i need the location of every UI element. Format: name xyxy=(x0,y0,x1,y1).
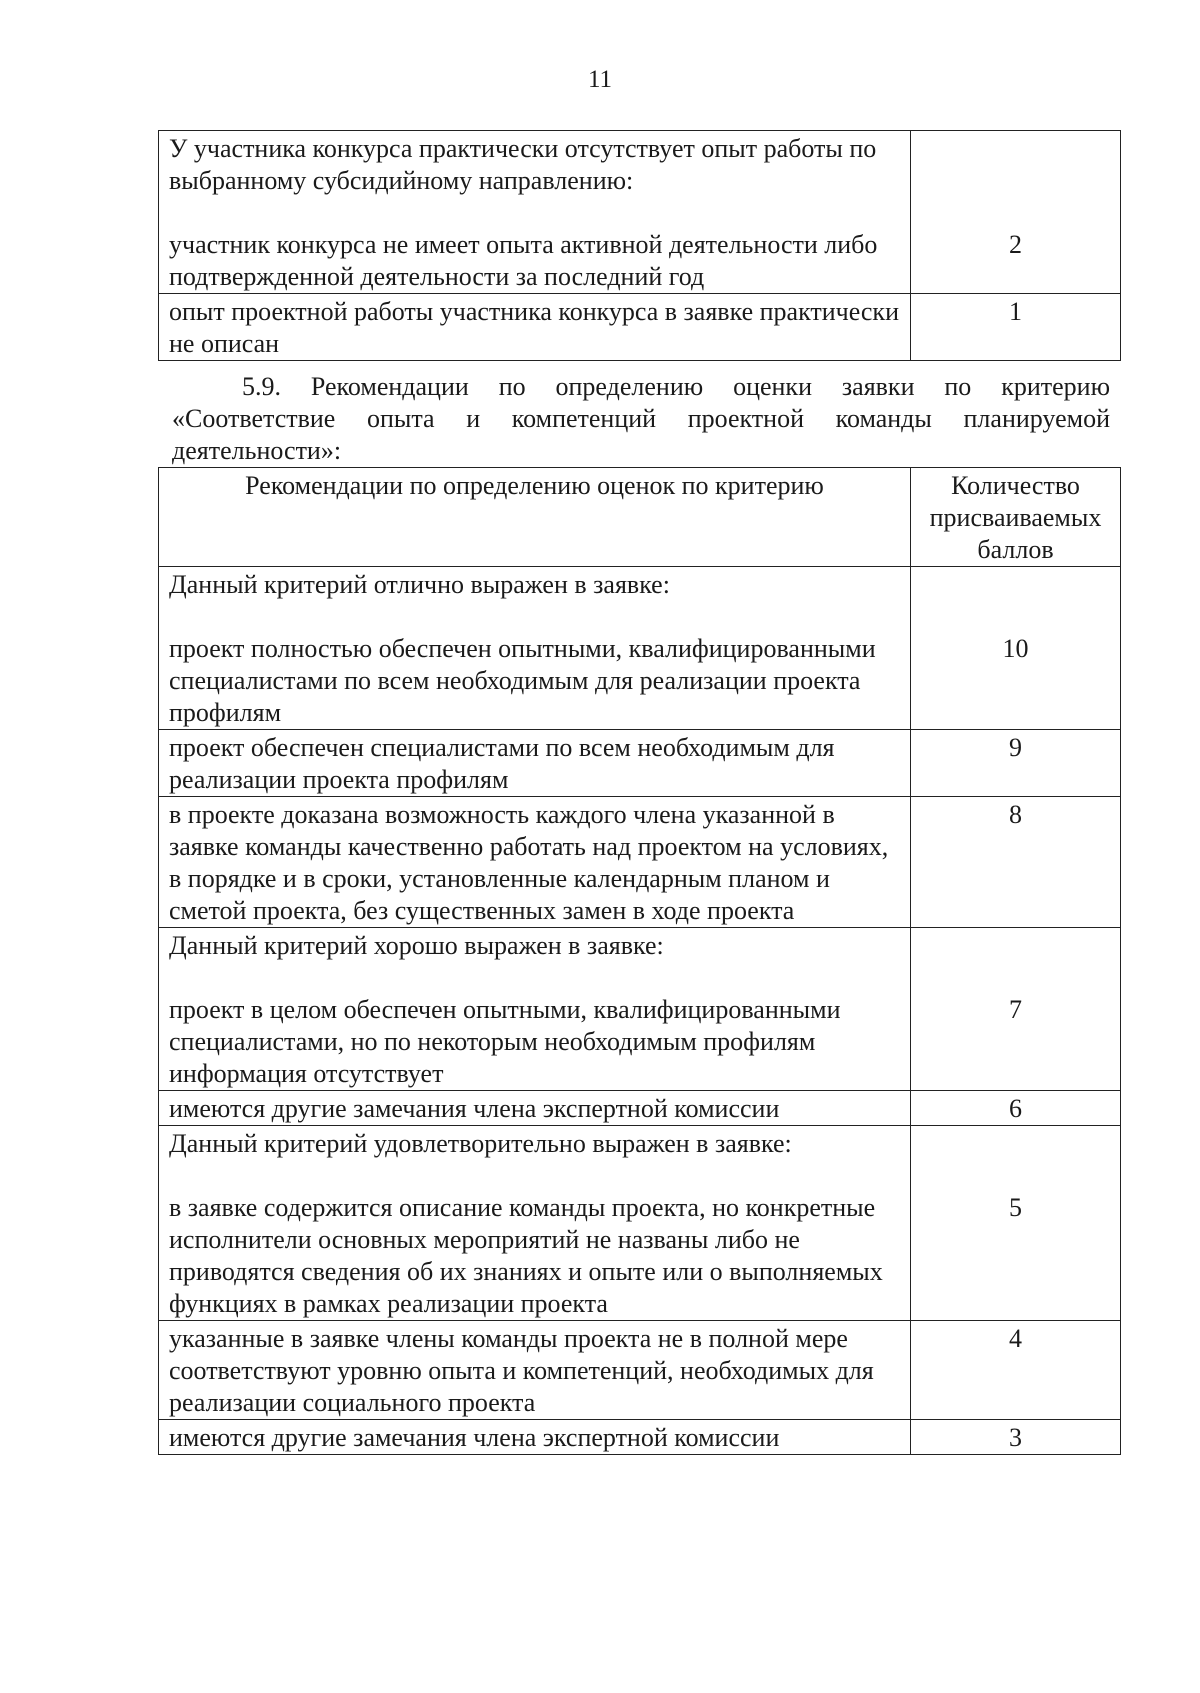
section-5-9-paragraph: 5.9. Рекомендации по определению оценки заявки по критерию «Соответствие опыта и компетенций проектной команды планируемой деятельности»: xyxy=(172,372,1110,465)
table-row xyxy=(159,928,1121,1091)
table-header-row xyxy=(159,468,1121,567)
score-cell xyxy=(911,1091,1121,1126)
criterion-intro: Данный критерий хорошо выражен в заявке: xyxy=(169,931,664,960)
score-value: 10 xyxy=(1002,634,1029,663)
score-cell xyxy=(911,567,1121,730)
criterion-text: в проекте доказана возможность каждого члена указанной в заявке команды качественно работать над проектом на условиях, в порядке и в сроки, установленные календарным планом и сметой проекта, без существенных замен в ходе проекта xyxy=(169,800,889,925)
criterion-text: проект полностью обеспечен опытными, квалифицированными специалистами по всем необходимым для реализации проекта профилям xyxy=(169,634,876,727)
criterion-cell xyxy=(159,928,911,1091)
team-competence-criteria-table xyxy=(158,467,1121,1455)
criterion-cell xyxy=(159,1126,911,1321)
score-cell xyxy=(911,1321,1121,1420)
page-number: 11 xyxy=(587,66,613,93)
score-value: 6 xyxy=(1009,1094,1022,1123)
criterion-cell xyxy=(159,1091,911,1126)
table-row xyxy=(159,294,1121,361)
criterion-cell xyxy=(159,730,911,797)
criterion-cell xyxy=(159,567,911,730)
top-criteria-table xyxy=(158,130,1121,361)
criterion-cell xyxy=(159,131,911,294)
criterion-intro: Данный критерий удовлетворительно выражен в заявке: xyxy=(169,1129,792,1158)
table-row xyxy=(159,1420,1121,1455)
criterion-text: имеются другие замечания члена экспертной комиссии xyxy=(169,1423,780,1452)
criterion-text: в заявке содержится описание команды проекта, но конкретные исполнители основных мероприятий не названы либо не приводятся сведения об их знаниях и опыте или о выполняемых функциях в рамках реализации проекта xyxy=(169,1193,883,1318)
score-value: 2 xyxy=(1009,230,1022,259)
table-row xyxy=(159,1321,1121,1420)
score-value: 8 xyxy=(1009,800,1022,829)
score-cell xyxy=(911,1126,1121,1321)
criterion-intro: Данный критерий отлично выражен в заявке: xyxy=(169,570,670,599)
score-value: 9 xyxy=(1009,733,1022,762)
score-cell xyxy=(911,1420,1121,1455)
table-row xyxy=(159,1126,1121,1321)
criterion-text: участник конкурса не имеет опыта активной деятельности либо подтвержденной деятельности за последний год xyxy=(169,230,878,291)
score-cell xyxy=(911,730,1121,797)
criterion-text: проект обеспечен специалистами по всем необходимым для реализации проекта профилям xyxy=(169,733,835,794)
criterion-text: опыт проектной работы участника конкурса в заявке практически не описан xyxy=(169,297,899,358)
criterion-cell xyxy=(159,1420,911,1455)
criterion-intro: У участника конкурса практически отсутствует опыт работы по выбранному субсидийному направлению: xyxy=(169,134,877,195)
score-cell xyxy=(911,928,1121,1091)
criterion-text: проект в целом обеспечен опытными, квалифицированными специалистами, но по некоторым необходимым профилям информация отсутствует xyxy=(169,995,841,1088)
score-cell xyxy=(911,797,1121,928)
header-score: Количество присваиваемых баллов xyxy=(911,468,1121,567)
header-criterion: Рекомендации по определению оценок по критерию xyxy=(159,468,911,567)
score-value: 3 xyxy=(1009,1423,1022,1452)
score-value: 1 xyxy=(1009,297,1022,326)
score-value: 4 xyxy=(1009,1324,1022,1353)
table-row xyxy=(159,797,1121,928)
score-cell xyxy=(911,294,1121,361)
table-row xyxy=(159,131,1121,294)
criterion-cell xyxy=(159,1321,911,1420)
table-row xyxy=(159,1091,1121,1126)
criterion-cell xyxy=(159,294,911,361)
criterion-text: имеются другие замечания члена экспертной комиссии xyxy=(169,1094,780,1123)
score-cell xyxy=(911,131,1121,294)
criterion-text: указанные в заявке члены команды проекта не в полной мере соответствуют уровню опыта и компетенций, необходимых для реализации социального проекта xyxy=(169,1324,874,1417)
score-value: 7 xyxy=(1009,995,1022,1024)
criterion-cell xyxy=(159,797,911,928)
table-row xyxy=(159,730,1121,797)
table-row xyxy=(159,567,1121,730)
score-value: 5 xyxy=(1009,1193,1022,1222)
